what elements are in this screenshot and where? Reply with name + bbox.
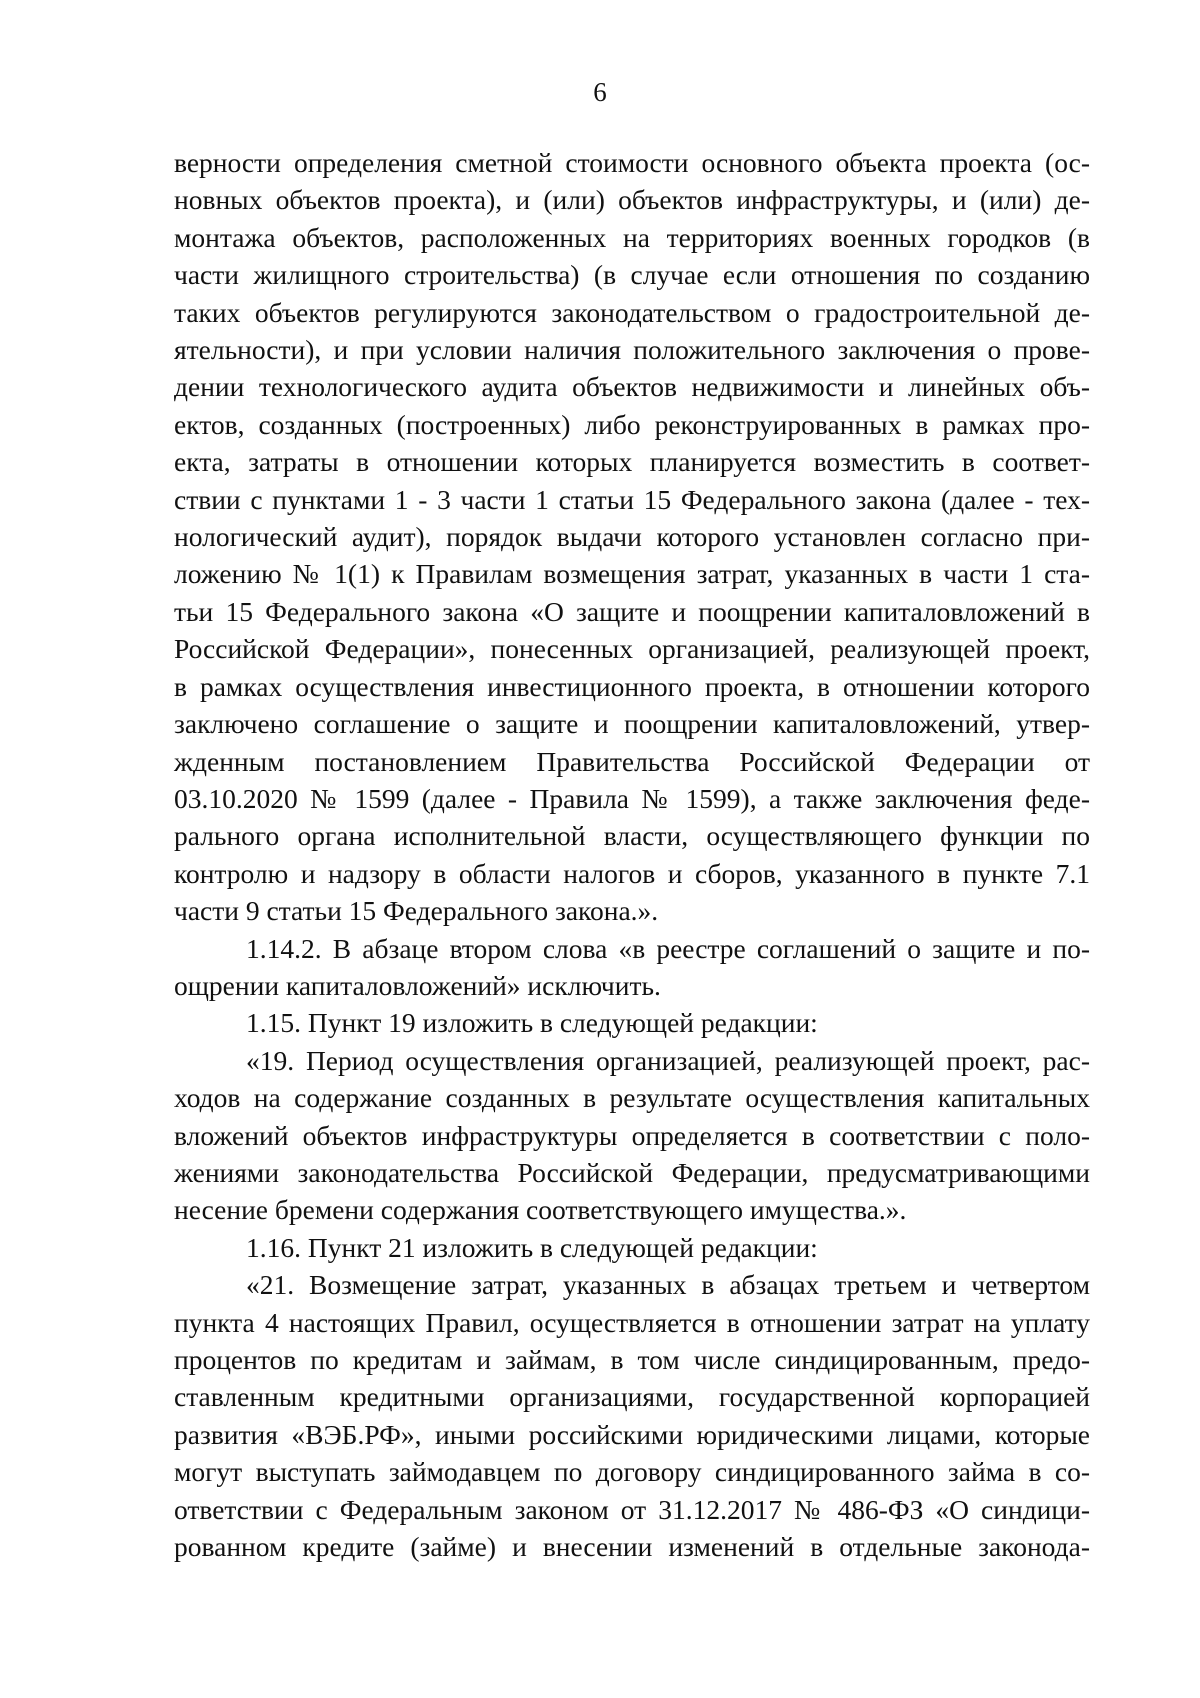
text-line: Российской Федерации», понесенных организацией, реализующей проект, bbox=[174, 633, 1090, 665]
text-line: «19. Период осуществления организацией, реализующей проект, рас- bbox=[246, 1044, 1090, 1076]
text-line: жениями законодательства Российской Федерации, предусматривающими bbox=[174, 1156, 1090, 1188]
text-line: таких объектов регулируются законодательством о градостроительной де- bbox=[174, 296, 1090, 328]
text-line: ответствии с Федеральным законом от 31.12.2017 № 486-ФЗ «О синдици- bbox=[174, 1493, 1090, 1525]
text-line: ходов на содержание созданных в результате осуществления капитальных bbox=[174, 1082, 1090, 1114]
text-line: ствии с пунктами 1 - 3 части 1 статьи 15 Федерального закона (далее - тех- bbox=[174, 483, 1090, 515]
text-line: новных объектов проекта), и (или) объектов инфраструктуры, и (или) де- bbox=[174, 184, 1090, 216]
text-line: верности определения сметной стоимости основного объекта проекта (ос- bbox=[174, 147, 1090, 178]
text-line: монтажа объектов, расположенных на территориях военных городков (в bbox=[174, 221, 1090, 253]
text-line: ятельности), и при условии наличия положительного заключения о прове- bbox=[174, 334, 1090, 366]
text-line: в рамках осуществления инвестиционного проекта, в отношении которого bbox=[174, 670, 1090, 702]
text-line: могут выступать займодавцем по договору синдицированного займа в со- bbox=[174, 1456, 1090, 1488]
text-line: «21. Возмещение затрат, указанных в абзацах третьем и четвертом bbox=[246, 1269, 1090, 1301]
text-line: тьи 15 Федерального закона «О защите и поощрении капиталовложений в bbox=[174, 595, 1090, 627]
text-line: екта, затраты в отношении которых планируется возместить в соответ- bbox=[174, 446, 1090, 478]
text-line: ощрении капиталовложений» исключить. bbox=[174, 969, 661, 1001]
text-line: части жилищного строительства) (в случае если отношения по созданию bbox=[174, 259, 1090, 291]
text-line: жденным постановлением Правительства Российской Федерации от bbox=[174, 745, 1090, 777]
text-line: части 9 статьи 15 Федерального закона.». bbox=[174, 895, 659, 927]
text-line: нологический аудит), порядок выдачи которого установлен согласно при- bbox=[174, 521, 1090, 553]
text-line: ложению № 1(1) к Правилам возмещения затрат, указанных в части 1 ста- bbox=[174, 558, 1090, 590]
text-line: несение бремени содержания соответствующего имущества.». bbox=[174, 1194, 907, 1226]
document-body bbox=[174, 144, 1090, 1565]
text-line: дении технологического аудита объектов недвижимости и линейных объ- bbox=[174, 371, 1090, 403]
text-line: вложений объектов инфраструктуры определяется в соответствии с поло- bbox=[174, 1119, 1090, 1151]
paragraph bbox=[174, 1004, 1090, 1041]
text-line: 03.10.2020 № 1599 (далее - Правила № 1599), а также заключения феде- bbox=[174, 782, 1090, 814]
paragraph bbox=[174, 144, 1090, 930]
paragraph bbox=[174, 1042, 1090, 1229]
paragraph bbox=[174, 1229, 1090, 1266]
text-line: ектов, созданных (построенных) либо реконструированных в рамках про- bbox=[174, 408, 1090, 440]
text-line: рального органа исполнительной власти, осуществляющего функции по bbox=[174, 820, 1090, 852]
paragraph bbox=[174, 930, 1090, 1005]
text-line: 1.15. Пункт 19 изложить в следующей редакции: bbox=[246, 1007, 818, 1039]
text-line: процентов по кредитам и займам, в том числе синдицированным, предо- bbox=[174, 1344, 1090, 1375]
paragraph bbox=[174, 1266, 1090, 1565]
page-number: 6 bbox=[593, 77, 607, 107]
text-line: 1.16. Пункт 21 изложить в следующей редакции: bbox=[246, 1231, 818, 1263]
text-line: развития «ВЭБ.РФ», иными российскими юридическими лицами, которые bbox=[174, 1418, 1090, 1450]
text-line: контролю и надзору в области налогов и сборов, указанного в пункте 7.1 bbox=[174, 857, 1090, 889]
text-line: ставленным кредитными организациями, государственной корпорацией bbox=[174, 1381, 1090, 1413]
text-line: заключено соглашение о защите и поощрении капиталовложений, утвер- bbox=[174, 708, 1090, 740]
text-line: 1.14.2. В абзаце втором слова «в реестре соглашений о защите и по- bbox=[246, 932, 1090, 964]
text-line: пункта 4 настоящих Правил, осуществляется в отношении затрат на уплату bbox=[174, 1306, 1090, 1338]
text-line: рованном кредите (займе) и внесении изменений в отдельные законода- bbox=[174, 1531, 1090, 1563]
